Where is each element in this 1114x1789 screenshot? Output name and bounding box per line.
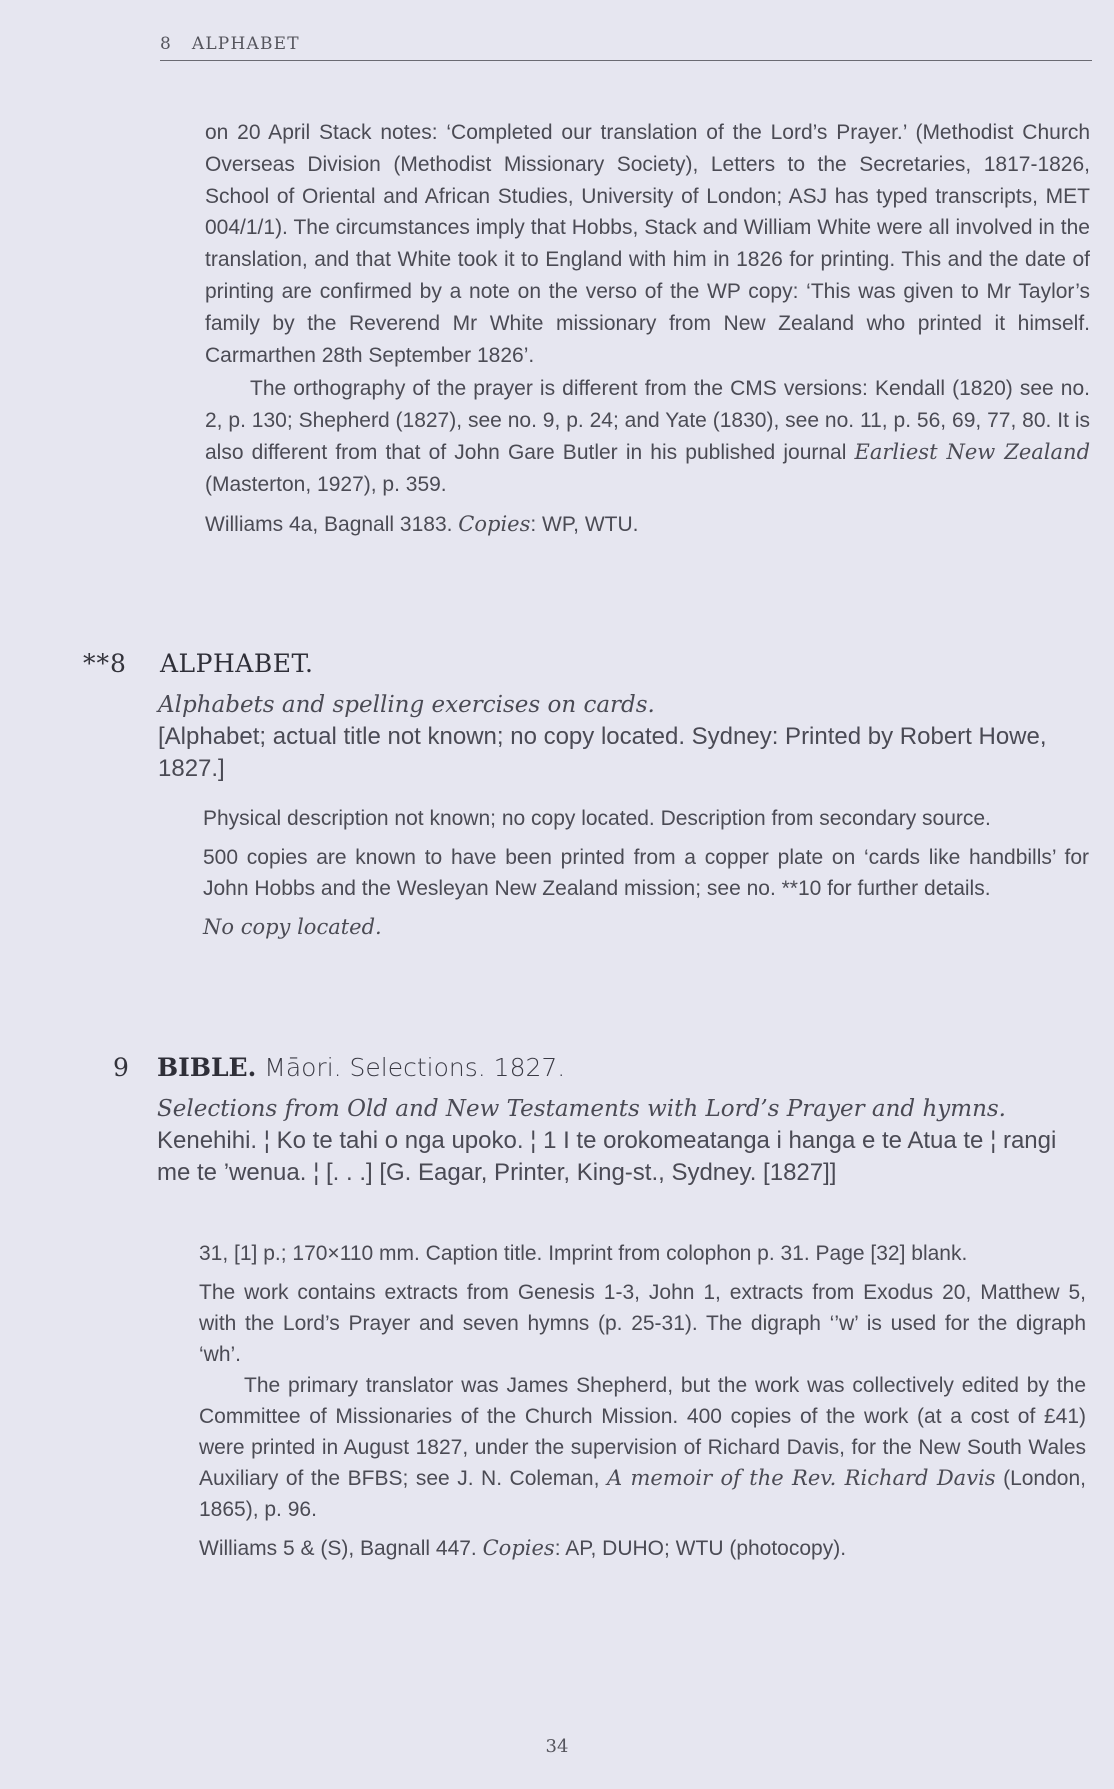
entry-8-subtitle: Alphabets and spelling exercises on cards. xyxy=(158,692,655,718)
entry-9-note-2-end: (London, 1865), p. 96. xyxy=(199,1467,1086,1521)
page-folio: 34 xyxy=(545,1736,569,1757)
entry-9-title-rest: Māori. Selections. 1827. xyxy=(256,1053,566,1082)
entry-9-references xyxy=(199,1533,1086,1564)
continued-entry-notes xyxy=(205,117,1090,540)
entry-9-note-2 xyxy=(199,1370,1086,1525)
continued-paragraph-1: on 20 April Stack notes: ‘Completed our translation of the Lord’s Prayer.’ (Methodist Church Overseas Division (Methodist Missionary Society), Letters to the Secretaries, 1817-1826, School of Oriental and African Studies, University of London; ASJ has typed transcripts, MET 004/1/1). The circumstances imply that Hobbs, Stack and William White were all involved in the translation, and that White took it to England with him in 1826 for printing. This and the date of printing are confirmed by a note on the verso of the WP copy: ‘This was given to Mr Taylor’s family by the Reverend Mr White missionary from New Zealand who printed it himself. Carmarthen 28th September 1826’. xyxy=(205,121,1090,367)
continued-paragraph-2-text: The orthography of the prayer is different from the CMS versions: Kendall (1820) see no. 2, p. 130; Shepherd (1827), see no. 9, p. 24; and Yate (1830), see no. 11, p. 56, 69, 77, 80. It is also different from that of John Gare Butler in his published journal xyxy=(205,377,1090,464)
continued-paragraph-2-end: (Masterton, 1927), p. 359. xyxy=(205,472,447,496)
entry-9-copies-list: : AP, DUHO; WTU (photocopy). xyxy=(554,1537,847,1560)
entry-9-title xyxy=(157,1053,565,1082)
entry-9-references-text: Williams 5 & (S), Bagnall 447. xyxy=(199,1537,483,1560)
entry-8-physical-description: Physical description not known; no copy located. Description from secondary source. xyxy=(203,807,991,830)
entry-9-physical-description: 31, [1] p.; 170×110 mm. Caption title. Imprint from colophon p. 31. Page [32] blank. xyxy=(199,1242,968,1265)
continued-paragraph-2-italic: Earliest New Zealand xyxy=(854,439,1091,464)
entry-8-title xyxy=(160,649,313,678)
continued-references-text: Williams 4a, Bagnall 3183. xyxy=(205,512,459,536)
entry-9-note-1: The work contains extracts from Genesis 1-3, John 1, extracts from Exodus 20, Matthew 5, with the Lord’s Prayer and seven hymns (p. 25-31). The digraph ‘’w’ is used for the digraph ‘wh’. xyxy=(199,1281,1086,1366)
entry-9-notes xyxy=(199,1238,1086,1564)
entry-9-note-2-text: The primary translator was James Shepherd, but the work was collectively edited by the Committee of Missionaries of the Church Mission. 400 copies of the work (at a cost of £41) were printed in August 1827, under the supervision of Richard Davis, for the New South Wales Auxiliary of the BFBS; see J. N. Coleman, xyxy=(199,1374,1086,1490)
running-head-page-number: 8 xyxy=(160,34,173,54)
entry-8-number: **8 xyxy=(83,649,127,678)
entry-8-transcription: [Alphabet; actual title not known; no copy located. Sydney: Printed by Robert Howe, 1827.] xyxy=(158,723,1047,782)
running-head-title: ALPHABET xyxy=(191,34,300,54)
entry-9-heading-block xyxy=(157,1093,1077,1189)
entry-8-copies: No copy located. xyxy=(203,915,382,939)
running-head xyxy=(160,34,1092,61)
entry-9-title-bold: BIBLE. xyxy=(157,1053,257,1082)
entry-9-subtitle: Selections from Old and New Testaments with Lord’s Prayer and hymns. xyxy=(157,1096,1006,1122)
entry-9-note-2-italic: A memoir of the Rev. Richard Davis xyxy=(606,1466,996,1490)
entry-9-number: 9 xyxy=(113,1053,130,1082)
continued-paragraph-2 xyxy=(205,373,1090,500)
continued-references xyxy=(205,509,1090,541)
continued-copies-list: : WP, WTU. xyxy=(530,512,639,536)
entry-8-heading-block xyxy=(158,689,1078,785)
entry-8-notes xyxy=(203,803,1089,943)
entry-8-note: 500 copies are known to have been printed from a copper plate on ‘cards like handbills’ for John Hobbs and the Wesleyan New Zealand mission; see no. **10 for further details. xyxy=(203,846,1089,900)
entry-8-title-text: ALPHABET. xyxy=(160,649,314,678)
entry-9-copies-label: Copies xyxy=(482,1536,555,1560)
continued-copies-label: Copies xyxy=(458,511,531,536)
entry-9-transcription: Kenehihi. ¦ Ko te tahi o nga upoko. ¦ 1 I te orokomeatanga i hanga e te Atua te ¦ rangi me te ’wenua. ¦ [. . .] [G. Eagar, Printer, King-st., Sydney. [1827]] xyxy=(157,1127,1057,1186)
